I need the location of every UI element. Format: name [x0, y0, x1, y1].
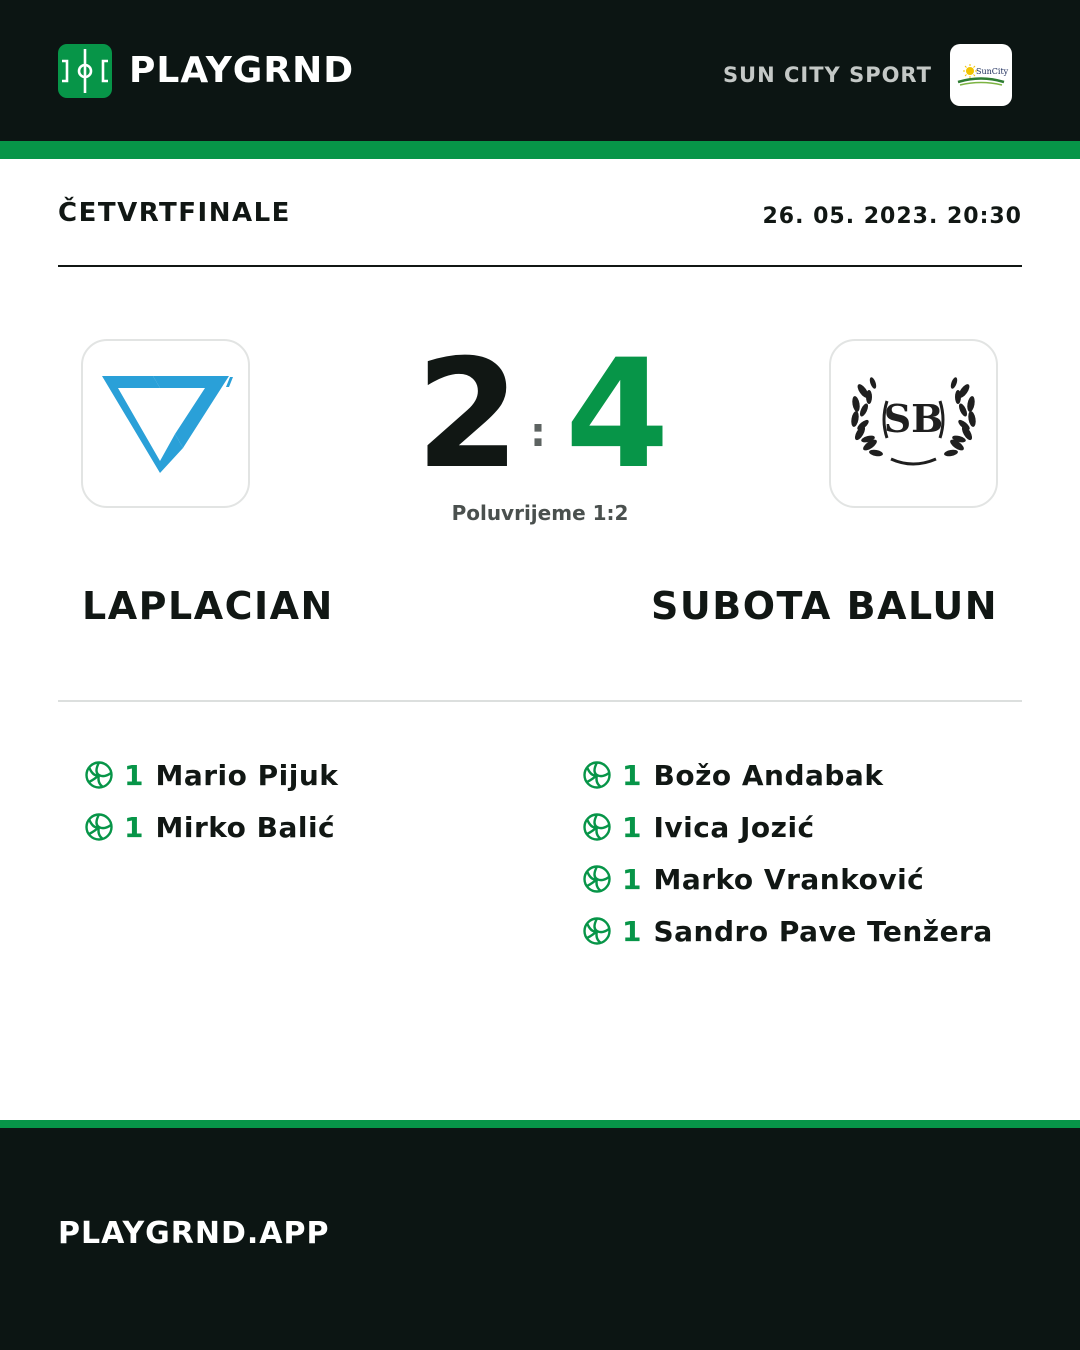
home-scorers-list — [84, 749, 338, 853]
sponsor — [723, 44, 1012, 106]
football-icon — [582, 812, 612, 842]
away-team-logo[interactable] — [829, 339, 998, 508]
scorer-row — [582, 905, 993, 957]
away-score: 4 — [565, 328, 670, 502]
football-icon — [582, 916, 612, 946]
goal-count: 1 — [622, 862, 642, 896]
scorer-row — [84, 801, 338, 853]
scorer-row — [582, 853, 993, 905]
scoreboard — [390, 330, 690, 500]
match-datetime: 26. 05. 2023. 20:30 — [762, 204, 1022, 229]
player-name[interactable]: Božo Andabak — [653, 758, 884, 792]
halftime-score: Poluvrijeme 1:2 — [451, 501, 629, 525]
player-name[interactable]: Mario Pijuk — [155, 758, 339, 792]
brand-name: PLAYGRND — [129, 50, 355, 91]
brand[interactable] — [58, 44, 354, 98]
sponsor-logo-text: SunCity — [976, 67, 1009, 76]
goal-count: 1 — [124, 758, 144, 792]
subota-balun-crest-icon — [850, 376, 977, 464]
divider — [58, 265, 1022, 267]
scorer-row — [84, 749, 338, 801]
player-name[interactable]: Ivica Jozić — [653, 810, 815, 844]
accent-bar — [0, 1120, 1080, 1128]
goal-count: 1 — [622, 758, 642, 792]
footer — [0, 1128, 1080, 1350]
home-team-name[interactable]: LAPLACIAN — [82, 584, 334, 628]
accent-bar — [0, 141, 1080, 159]
match-meta — [58, 196, 1022, 236]
laplacian-crest-icon — [102, 376, 233, 473]
goal-count: 1 — [622, 914, 642, 948]
sponsor-name: SUN CITY SPORT — [722, 63, 932, 87]
sponsor-logo — [950, 44, 1012, 106]
home-score: 2 — [415, 328, 520, 502]
football-icon — [582, 864, 612, 894]
away-team-name[interactable]: SUBOTA BALUN — [651, 584, 998, 628]
goal-count: 1 — [124, 810, 144, 844]
football-icon — [84, 812, 114, 842]
footer-url-link[interactable]: PLAYGRND.APP — [58, 1216, 330, 1251]
away-logo-text: SB — [883, 396, 944, 441]
divider — [58, 700, 1022, 702]
header — [0, 0, 1080, 141]
football-icon — [84, 760, 114, 790]
goal-count: 1 — [622, 810, 642, 844]
away-scorers-list — [582, 749, 993, 957]
sun-icon — [963, 64, 977, 78]
home-team-logo[interactable] — [81, 339, 250, 508]
player-name[interactable]: Mirko Balić — [155, 810, 336, 844]
round-label: ČETVRTFINALE — [58, 198, 291, 228]
football-icon — [582, 760, 612, 790]
playgrnd-logo-icon — [58, 44, 112, 98]
scorer-row — [582, 749, 993, 801]
scorer-row — [582, 801, 993, 853]
score-separator: : — [530, 410, 546, 456]
player-name[interactable]: Marko Vranković — [653, 862, 925, 896]
player-name[interactable]: Sandro Pave Tenžera — [653, 914, 993, 948]
